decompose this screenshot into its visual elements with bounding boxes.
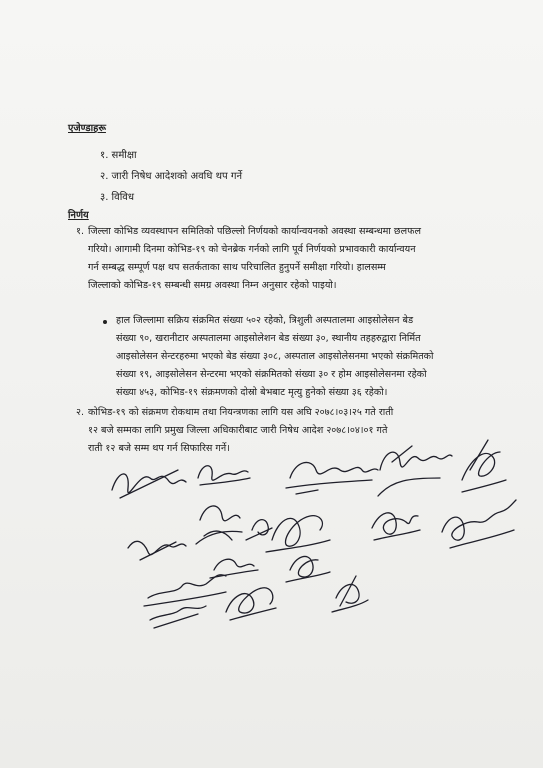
decision-item-1-line-2: गरियो। आगामी दिनमा कोभिड-१९ को चेनब्रेक गर्नको लागि पूर्व निर्णयको प्रभावकारी कार्यान्वयन xyxy=(88,244,416,255)
decision-item-2-number: २. xyxy=(76,407,85,418)
bullet-line-1: हाल जिल्लामा सक्रिय संक्रमित संख्या ५०२ रहेको, त्रिशुली अस्पतालमा आइसोलेसन बेड xyxy=(116,315,414,326)
signature-5 xyxy=(462,440,506,492)
agenda-heading: एजेण्डाहरू xyxy=(68,123,106,134)
decision-item-2-line-1: कोभिड-१९ को संक्रमण रोकथाम तथा नियन्त्रणका लागि यस अघि २०७८।०३।२५ गते राती xyxy=(88,407,394,418)
agenda-item-1: १. समीक्षा xyxy=(100,150,137,161)
signature-12 xyxy=(226,588,276,620)
bullet-line-2: संख्या ९०, खरानीटार अस्पतालमा आइसोलेशन बेड संख्या ३०, स्थानीय तहहरुद्वारा निर्मित xyxy=(116,333,421,344)
decision-item-1-line-3: गर्न सम्बद्ध सम्पूर्ण पक्ष थप सतर्कताका साथ परिचालित हुनुपर्ने समीक्षा गरियो। हालसम्म xyxy=(88,262,386,273)
decision-item-1-number: १. xyxy=(76,226,85,237)
decision-item-2-line-3: राती १२ बजे सम्म थप गर्न सिफारिस गर्ने। xyxy=(88,443,230,454)
agenda-item-2: २. जारी निषेध आदेशको अवधि थप गर्ने xyxy=(100,171,243,182)
decision-item-1-line-1: जिल्ला कोभिड व्यवस्थापन समितिको पछिल्लो निर्णयको कार्यान्वयनको अवस्था सम्बन्धमा छलफल xyxy=(88,226,421,237)
decision-heading: निर्णय xyxy=(68,210,89,221)
signature-8 xyxy=(266,516,330,552)
signature-2 xyxy=(198,466,250,485)
signature-6 xyxy=(128,541,186,560)
bullet-marker xyxy=(103,320,107,324)
signature-14 xyxy=(286,556,330,582)
decision-item-2-line-2: १२ बजे सम्मका लागि प्रमुख जिल्ला अधिकारीबाट जारी निषेध आदेश २०७८।०४।०१ गते xyxy=(88,425,388,436)
signature-4 xyxy=(378,446,452,496)
signature-16 xyxy=(150,606,206,628)
signature-1 xyxy=(112,470,186,498)
agenda-item-3: ३. विविध xyxy=(100,192,135,203)
bullet-line-3: आइसोलेसन सेन्टरहरुमा भएको बेड संख्या ३०८, अस्पताल आइसोलेसनमा भएको संक्रमितको xyxy=(116,351,434,362)
bullet-line-5: संख्या ४५३, कोभिड-१९ संक्रमणको दोस्रो बेभबाट मृत्यु हुनेको संख्या ३६ रहेको। xyxy=(116,387,388,398)
signature-13 xyxy=(210,559,258,578)
signature-9 xyxy=(372,513,420,540)
decision-item-1-line-4: जिल्लाको कोभिड-१९ सम्बन्धी समग्र अवस्था निम्न अनुसार रहेको पाइयो। xyxy=(88,280,337,291)
signature-15 xyxy=(332,576,368,612)
signature-11 xyxy=(144,575,226,606)
signature-7 xyxy=(196,506,242,544)
bullet-line-4: संख्या १९, आइसोलेसन सेन्टरमा भएको संक्रमितको संख्या ३० र होम आइसोलेसनमा रहेको xyxy=(116,369,427,380)
signature-17 xyxy=(246,520,272,540)
signature-10 xyxy=(442,500,516,548)
signature-3 xyxy=(286,462,378,494)
